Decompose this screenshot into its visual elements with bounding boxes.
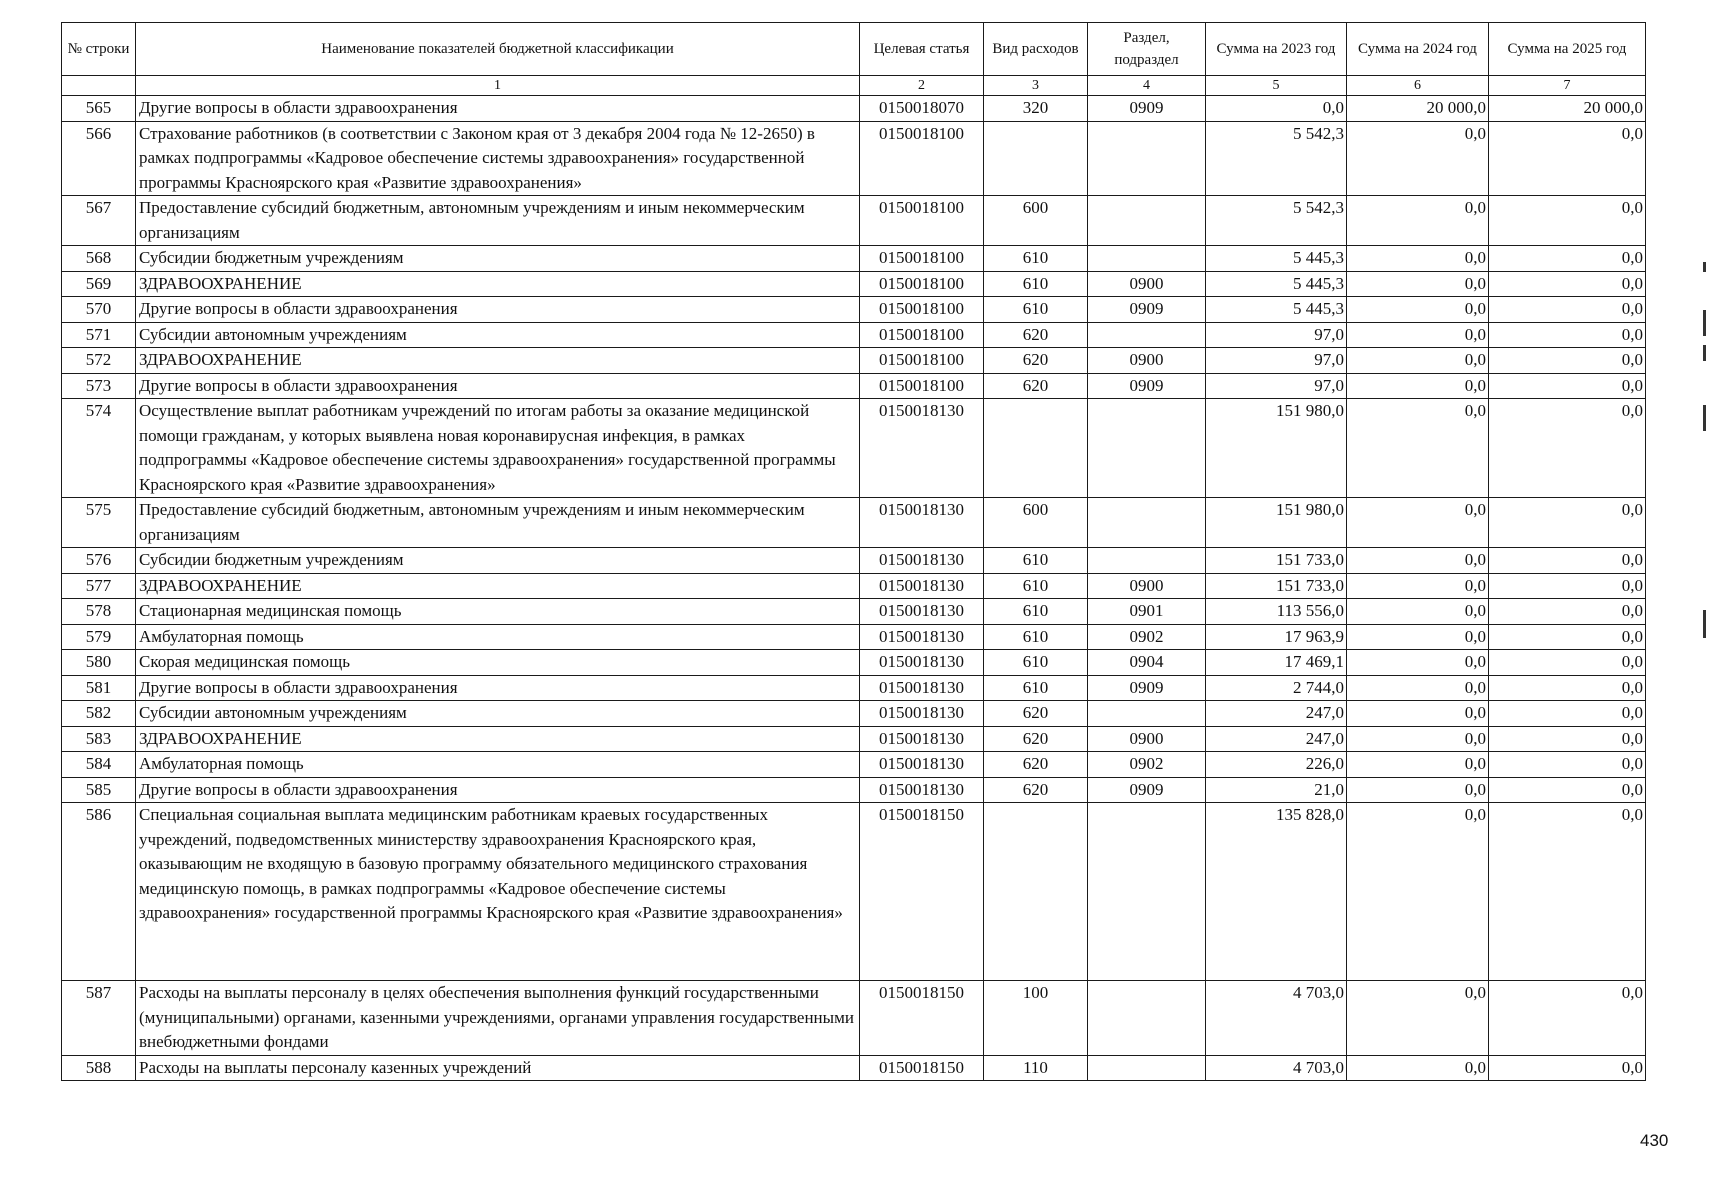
col-number: 7 bbox=[1489, 76, 1646, 96]
table-row bbox=[62, 297, 1646, 323]
sum-2023-cell: 4 703,0 bbox=[1206, 1055, 1347, 1081]
col-number: 5 bbox=[1206, 76, 1347, 96]
section-cell bbox=[1088, 548, 1206, 574]
sum-2025-cell: 0,0 bbox=[1489, 726, 1646, 752]
header-name: Наименование показателей бюджетной классификации bbox=[136, 23, 860, 76]
target-article-cell: 0150018100 bbox=[860, 373, 984, 399]
target-article-cell: 0150018130 bbox=[860, 752, 984, 778]
expense-type-cell: 610 bbox=[984, 599, 1088, 625]
table-row bbox=[62, 96, 1646, 122]
indicator-name-cell: Амбулаторная помощь bbox=[136, 624, 860, 650]
sum-2024-cell: 0,0 bbox=[1347, 399, 1489, 498]
expense-type-cell: 600 bbox=[984, 196, 1088, 246]
row-number-cell: 580 bbox=[62, 650, 136, 676]
expense-type-cell: 100 bbox=[984, 981, 1088, 1056]
row-number-cell: 568 bbox=[62, 246, 136, 272]
expense-type-cell: 610 bbox=[984, 548, 1088, 574]
expense-type-cell: 610 bbox=[984, 675, 1088, 701]
sum-2024-cell: 0,0 bbox=[1347, 121, 1489, 196]
table-row bbox=[62, 701, 1646, 727]
indicator-name-cell: Предоставление субсидий бюджетным, автономным учреждениям и иным некоммерческим организациям bbox=[136, 498, 860, 548]
table-row bbox=[62, 803, 1646, 981]
sum-2025-cell: 0,0 bbox=[1489, 573, 1646, 599]
target-article-cell: 0150018130 bbox=[860, 548, 984, 574]
indicator-name-cell: Другие вопросы в области здравоохранения bbox=[136, 373, 860, 399]
sum-2023-cell: 151 980,0 bbox=[1206, 498, 1347, 548]
indicator-name-cell: Субсидии автономным учреждениям bbox=[136, 322, 860, 348]
sum-2023-cell: 247,0 bbox=[1206, 701, 1347, 727]
sum-2024-cell: 0,0 bbox=[1347, 701, 1489, 727]
indicator-name-cell: Предоставление субсидий бюджетным, автономным учреждениям и иным некоммерческим организациям bbox=[136, 196, 860, 246]
target-article-cell: 0150018130 bbox=[860, 573, 984, 599]
sum-2023-cell: 97,0 bbox=[1206, 348, 1347, 374]
sum-2023-cell: 226,0 bbox=[1206, 752, 1347, 778]
margin-mark bbox=[1703, 345, 1706, 361]
sum-2024-cell: 0,0 bbox=[1347, 322, 1489, 348]
expense-type-cell: 110 bbox=[984, 1055, 1088, 1081]
row-number-cell: 583 bbox=[62, 726, 136, 752]
sum-2023-cell: 151 980,0 bbox=[1206, 399, 1347, 498]
section-cell bbox=[1088, 246, 1206, 272]
row-number-cell: 588 bbox=[62, 1055, 136, 1081]
header-row bbox=[62, 23, 1646, 76]
table-row bbox=[62, 752, 1646, 778]
target-article-cell: 0150018100 bbox=[860, 246, 984, 272]
target-article-cell: 0150018130 bbox=[860, 498, 984, 548]
row-number-cell: 577 bbox=[62, 573, 136, 599]
target-article-cell: 0150018130 bbox=[860, 650, 984, 676]
section-cell bbox=[1088, 399, 1206, 498]
sum-2025-cell: 0,0 bbox=[1489, 271, 1646, 297]
sum-2023-cell: 4 703,0 bbox=[1206, 981, 1347, 1056]
sum-2025-cell: 0,0 bbox=[1489, 196, 1646, 246]
sum-2025-cell: 0,0 bbox=[1489, 599, 1646, 625]
target-article-cell: 0150018130 bbox=[860, 701, 984, 727]
indicator-name-cell: Стационарная медицинская помощь bbox=[136, 599, 860, 625]
expense-type-cell: 620 bbox=[984, 322, 1088, 348]
budget-table bbox=[61, 22, 1646, 1081]
sum-2024-cell: 0,0 bbox=[1347, 348, 1489, 374]
row-number-cell: 582 bbox=[62, 701, 136, 727]
table-row bbox=[62, 777, 1646, 803]
header-target: Целевая статья bbox=[860, 23, 984, 76]
table-row bbox=[62, 498, 1646, 548]
expense-type-cell: 620 bbox=[984, 752, 1088, 778]
sum-2025-cell: 0,0 bbox=[1489, 121, 1646, 196]
indicator-name-cell: Другие вопросы в области здравоохранения bbox=[136, 96, 860, 122]
table-row bbox=[62, 348, 1646, 374]
header-sum-2024: Сумма на 2024 год bbox=[1347, 23, 1489, 76]
sum-2023-cell: 151 733,0 bbox=[1206, 548, 1347, 574]
indicator-name-cell: Осуществление выплат работникам учреждений по итогам работы за оказание медицинской помощи гражданам, у которых выявлена новая коронавирусная инфекция, в рамках подпрограммы «Кадровое обеспечение системы здравоохранения» государственной программы Красноярского края «Развитие здравоохранения» bbox=[136, 399, 860, 498]
indicator-name-cell: Субсидии бюджетным учреждениям bbox=[136, 246, 860, 272]
sum-2024-cell: 0,0 bbox=[1347, 297, 1489, 323]
expense-type-cell bbox=[984, 399, 1088, 498]
section-cell: 0902 bbox=[1088, 752, 1206, 778]
expense-type-cell: 610 bbox=[984, 624, 1088, 650]
sum-2023-cell: 97,0 bbox=[1206, 322, 1347, 348]
sum-2025-cell: 0,0 bbox=[1489, 348, 1646, 374]
sum-2024-cell: 0,0 bbox=[1347, 624, 1489, 650]
sum-2023-cell: 247,0 bbox=[1206, 726, 1347, 752]
sum-2024-cell: 0,0 bbox=[1347, 196, 1489, 246]
expense-type-cell: 620 bbox=[984, 726, 1088, 752]
sum-2023-cell: 2 744,0 bbox=[1206, 675, 1347, 701]
section-cell: 0909 bbox=[1088, 96, 1206, 122]
expense-type-cell: 620 bbox=[984, 701, 1088, 727]
sum-2025-cell: 0,0 bbox=[1489, 752, 1646, 778]
sum-2025-cell: 0,0 bbox=[1489, 322, 1646, 348]
sum-2023-cell: 5 445,3 bbox=[1206, 246, 1347, 272]
indicator-name-cell: Расходы на выплаты персоналу казенных учреждений bbox=[136, 1055, 860, 1081]
sum-2024-cell: 0,0 bbox=[1347, 573, 1489, 599]
header-sum-2025: Сумма на 2025 год bbox=[1489, 23, 1646, 76]
expense-type-cell: 600 bbox=[984, 498, 1088, 548]
indicator-name-cell: ЗДРАВООХРАНЕНИЕ bbox=[136, 573, 860, 599]
sum-2023-cell: 5 445,3 bbox=[1206, 297, 1347, 323]
section-cell: 0904 bbox=[1088, 650, 1206, 676]
col-number: 3 bbox=[984, 76, 1088, 96]
section-cell bbox=[1088, 803, 1206, 981]
table-row bbox=[62, 650, 1646, 676]
sum-2025-cell: 0,0 bbox=[1489, 624, 1646, 650]
expense-type-cell: 610 bbox=[984, 573, 1088, 599]
target-article-cell: 0150018150 bbox=[860, 1055, 984, 1081]
indicator-name-cell: ЗДРАВООХРАНЕНИЕ bbox=[136, 348, 860, 374]
table-row bbox=[62, 271, 1646, 297]
indicator-name-cell: Расходы на выплаты персоналу в целях обеспечения выполнения функций государственными (муниципальными) органами, казенными учреждениями, органами управления государственными внебюджетными фондами bbox=[136, 981, 860, 1056]
indicator-name-cell: Другие вопросы в области здравоохранения bbox=[136, 675, 860, 701]
indicator-name-cell: Другие вопросы в области здравоохранения bbox=[136, 297, 860, 323]
sum-2023-cell: 5 445,3 bbox=[1206, 271, 1347, 297]
row-number-cell: 586 bbox=[62, 803, 136, 981]
row-number-cell: 570 bbox=[62, 297, 136, 323]
expense-type-cell: 320 bbox=[984, 96, 1088, 122]
target-article-cell: 0150018130 bbox=[860, 599, 984, 625]
table-row bbox=[62, 196, 1646, 246]
expense-type-cell: 610 bbox=[984, 650, 1088, 676]
section-cell bbox=[1088, 498, 1206, 548]
sum-2024-cell: 0,0 bbox=[1347, 752, 1489, 778]
row-number-cell: 567 bbox=[62, 196, 136, 246]
target-article-cell: 0150018100 bbox=[860, 322, 984, 348]
table-row bbox=[62, 373, 1646, 399]
section-cell: 0909 bbox=[1088, 777, 1206, 803]
table-row bbox=[62, 624, 1646, 650]
row-number-cell: 565 bbox=[62, 96, 136, 122]
sum-2024-cell: 0,0 bbox=[1347, 548, 1489, 574]
sum-2025-cell: 0,0 bbox=[1489, 650, 1646, 676]
col-number: 4 bbox=[1088, 76, 1206, 96]
section-cell: 0901 bbox=[1088, 599, 1206, 625]
table-row bbox=[62, 573, 1646, 599]
sum-2023-cell: 0,0 bbox=[1206, 96, 1347, 122]
margin-mark bbox=[1703, 262, 1706, 272]
expense-type-cell bbox=[984, 121, 1088, 196]
indicator-name-cell: Скорая медицинская помощь bbox=[136, 650, 860, 676]
row-number-cell: 571 bbox=[62, 322, 136, 348]
indicator-name-cell: ЗДРАВООХРАНЕНИЕ bbox=[136, 726, 860, 752]
row-number-cell: 574 bbox=[62, 399, 136, 498]
sum-2025-cell: 0,0 bbox=[1489, 777, 1646, 803]
target-article-cell: 0150018130 bbox=[860, 675, 984, 701]
row-number-cell: 566 bbox=[62, 121, 136, 196]
table-row bbox=[62, 121, 1646, 196]
sum-2024-cell: 0,0 bbox=[1347, 599, 1489, 625]
sum-2025-cell: 0,0 bbox=[1489, 548, 1646, 574]
section-cell: 0900 bbox=[1088, 348, 1206, 374]
expense-type-cell bbox=[984, 803, 1088, 981]
expense-type-cell: 610 bbox=[984, 246, 1088, 272]
sum-2024-cell: 0,0 bbox=[1347, 1055, 1489, 1081]
header-exp-type: Вид расходов bbox=[984, 23, 1088, 76]
table-row bbox=[62, 726, 1646, 752]
sum-2025-cell: 0,0 bbox=[1489, 297, 1646, 323]
row-number-cell: 585 bbox=[62, 777, 136, 803]
sum-2024-cell: 0,0 bbox=[1347, 675, 1489, 701]
row-number-cell: 579 bbox=[62, 624, 136, 650]
row-number-cell: 575 bbox=[62, 498, 136, 548]
row-number-cell: 584 bbox=[62, 752, 136, 778]
sum-2025-cell: 0,0 bbox=[1489, 981, 1646, 1056]
sum-2023-cell: 5 542,3 bbox=[1206, 121, 1347, 196]
sum-2024-cell: 0,0 bbox=[1347, 726, 1489, 752]
target-article-cell: 0150018100 bbox=[860, 121, 984, 196]
target-article-cell: 0150018100 bbox=[860, 348, 984, 374]
indicator-name-cell: Другие вопросы в области здравоохранения bbox=[136, 777, 860, 803]
header-sum-2023: Сумма на 2023 год bbox=[1206, 23, 1347, 76]
sum-2023-cell: 17 469,1 bbox=[1206, 650, 1347, 676]
row-number-cell: 569 bbox=[62, 271, 136, 297]
col-number bbox=[62, 76, 136, 96]
target-article-cell: 0150018130 bbox=[860, 399, 984, 498]
margin-mark bbox=[1703, 405, 1706, 431]
col-number: 1 bbox=[136, 76, 860, 96]
row-number-cell: 587 bbox=[62, 981, 136, 1056]
target-article-cell: 0150018130 bbox=[860, 777, 984, 803]
sum-2025-cell: 0,0 bbox=[1489, 701, 1646, 727]
sum-2025-cell: 0,0 bbox=[1489, 373, 1646, 399]
indicator-name-cell: Специальная социальная выплата медицинским работникам краевых государственных учреждений, подведомственных министерству здравоохранения Красноярского края, оказывающим не входящую в базовую программу обязательного медицинского страхования медицинскую помощь, в рамках подпрограммы «Кадровое обеспечение системы здравоохранения» государственной программы Красноярского края «Развитие здравоохранения» bbox=[136, 803, 860, 981]
sum-2025-cell: 0,0 bbox=[1489, 1055, 1646, 1081]
target-article-cell: 0150018070 bbox=[860, 96, 984, 122]
section-cell bbox=[1088, 196, 1206, 246]
expense-type-cell: 620 bbox=[984, 348, 1088, 374]
indicator-name-cell: ЗДРАВООХРАНЕНИЕ bbox=[136, 271, 860, 297]
indicator-name-cell: Страхование работников (в соответствии с Законом края от 3 декабря 2004 года № 12-2650) в рамках подпрограммы «Кадровое обеспечение системы здравоохранения» государственной программы Красноярского края «Развитие здравоохранения» bbox=[136, 121, 860, 196]
section-cell: 0900 bbox=[1088, 271, 1206, 297]
margin-mark bbox=[1703, 610, 1706, 638]
sum-2023-cell: 17 963,9 bbox=[1206, 624, 1347, 650]
sum-2025-cell: 0,0 bbox=[1489, 803, 1646, 981]
section-cell: 0909 bbox=[1088, 373, 1206, 399]
col-number: 6 bbox=[1347, 76, 1489, 96]
sum-2024-cell: 0,0 bbox=[1347, 650, 1489, 676]
section-cell bbox=[1088, 701, 1206, 727]
sum-2024-cell: 20 000,0 bbox=[1347, 96, 1489, 122]
sum-2024-cell: 0,0 bbox=[1347, 777, 1489, 803]
section-cell: 0909 bbox=[1088, 297, 1206, 323]
page-number: 430 bbox=[1640, 1131, 1669, 1150]
sum-2024-cell: 0,0 bbox=[1347, 246, 1489, 272]
section-cell: 0900 bbox=[1088, 726, 1206, 752]
sum-2023-cell: 113 556,0 bbox=[1206, 599, 1347, 625]
indicator-name-cell: Субсидии автономным учреждениям bbox=[136, 701, 860, 727]
section-cell: 0902 bbox=[1088, 624, 1206, 650]
target-article-cell: 0150018100 bbox=[860, 196, 984, 246]
target-article-cell: 0150018130 bbox=[860, 624, 984, 650]
margin-mark bbox=[1703, 310, 1706, 336]
section-cell bbox=[1088, 121, 1206, 196]
expense-type-cell: 610 bbox=[984, 271, 1088, 297]
expense-type-cell: 620 bbox=[984, 777, 1088, 803]
column-number-row bbox=[62, 76, 1646, 96]
table-row bbox=[62, 246, 1646, 272]
col-number: 2 bbox=[860, 76, 984, 96]
sum-2025-cell: 0,0 bbox=[1489, 399, 1646, 498]
indicator-name-cell: Амбулаторная помощь bbox=[136, 752, 860, 778]
sum-2023-cell: 97,0 bbox=[1206, 373, 1347, 399]
section-cell bbox=[1088, 322, 1206, 348]
row-number-cell: 578 bbox=[62, 599, 136, 625]
row-number-cell: 572 bbox=[62, 348, 136, 374]
table-row bbox=[62, 599, 1646, 625]
table-row bbox=[62, 1055, 1646, 1081]
sum-2023-cell: 151 733,0 bbox=[1206, 573, 1347, 599]
section-cell bbox=[1088, 1055, 1206, 1081]
sum-2024-cell: 0,0 bbox=[1347, 498, 1489, 548]
table-row bbox=[62, 399, 1646, 498]
sum-2023-cell: 21,0 bbox=[1206, 777, 1347, 803]
table-body bbox=[62, 96, 1646, 1081]
sum-2023-cell: 5 542,3 bbox=[1206, 196, 1347, 246]
row-number-cell: 573 bbox=[62, 373, 136, 399]
target-article-cell: 0150018100 bbox=[860, 271, 984, 297]
sum-2024-cell: 0,0 bbox=[1347, 271, 1489, 297]
target-article-cell: 0150018100 bbox=[860, 297, 984, 323]
row-number-cell: 576 bbox=[62, 548, 136, 574]
sum-2025-cell: 0,0 bbox=[1489, 498, 1646, 548]
sum-2023-cell: 135 828,0 bbox=[1206, 803, 1347, 981]
section-cell bbox=[1088, 981, 1206, 1056]
target-article-cell: 0150018130 bbox=[860, 726, 984, 752]
indicator-name-cell: Субсидии бюджетным учреждениям bbox=[136, 548, 860, 574]
sum-2025-cell: 0,0 bbox=[1489, 675, 1646, 701]
sum-2025-cell: 20 000,0 bbox=[1489, 96, 1646, 122]
target-article-cell: 0150018150 bbox=[860, 981, 984, 1056]
table-row bbox=[62, 322, 1646, 348]
expense-type-cell: 620 bbox=[984, 373, 1088, 399]
table-row bbox=[62, 675, 1646, 701]
target-article-cell: 0150018150 bbox=[860, 803, 984, 981]
sum-2025-cell: 0,0 bbox=[1489, 246, 1646, 272]
expense-type-cell: 610 bbox=[984, 297, 1088, 323]
table-row bbox=[62, 981, 1646, 1056]
header-section: Раздел, подраздел bbox=[1088, 23, 1206, 76]
row-number-cell: 581 bbox=[62, 675, 136, 701]
sum-2024-cell: 0,0 bbox=[1347, 803, 1489, 981]
sum-2024-cell: 0,0 bbox=[1347, 373, 1489, 399]
sum-2024-cell: 0,0 bbox=[1347, 981, 1489, 1056]
section-cell: 0900 bbox=[1088, 573, 1206, 599]
table-row bbox=[62, 548, 1646, 574]
header-row-no: № строки bbox=[62, 23, 136, 76]
section-cell: 0909 bbox=[1088, 675, 1206, 701]
